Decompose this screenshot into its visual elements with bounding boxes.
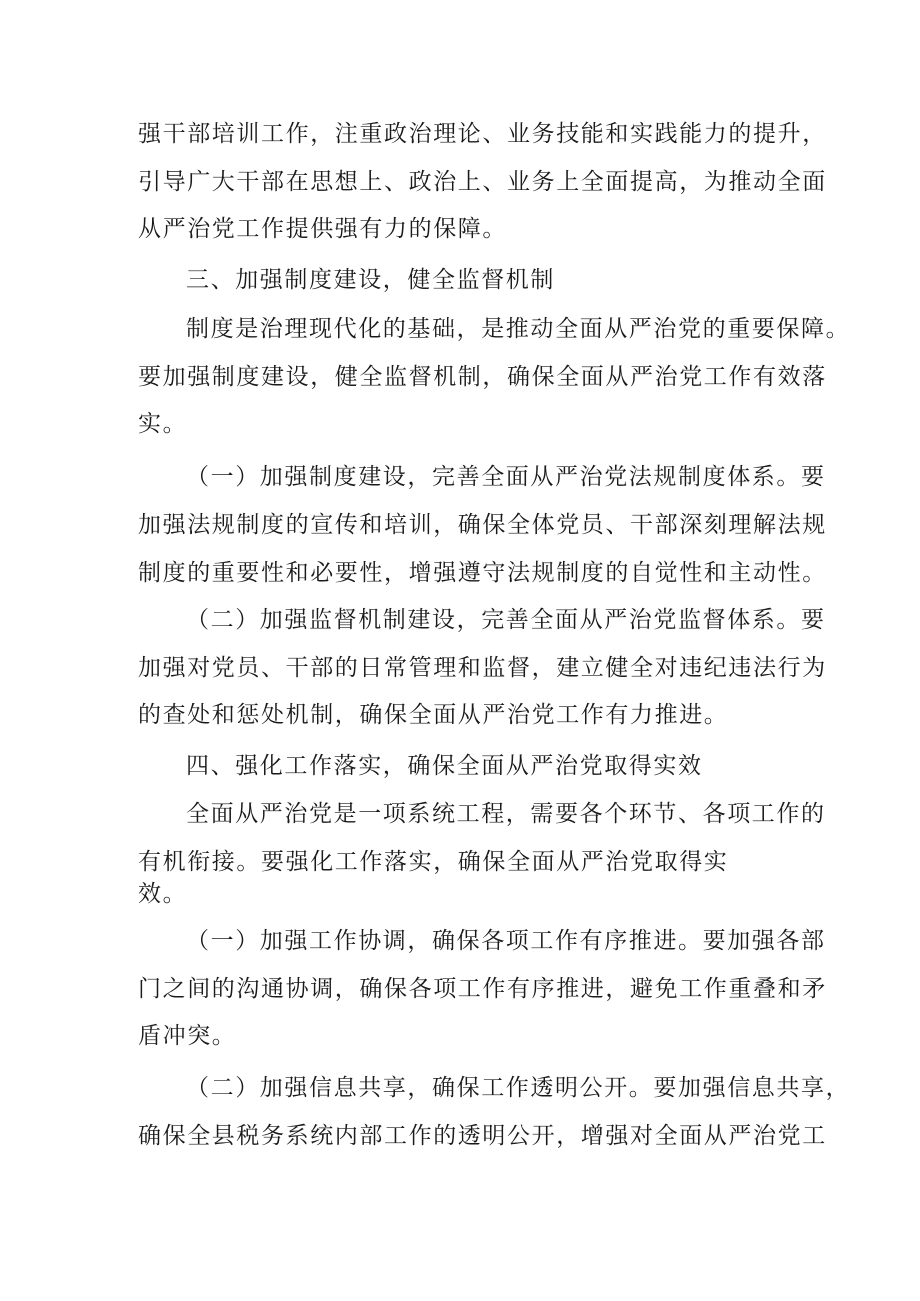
paragraph-line: 制度是治理现代化的基础，是推动全面从严治党的重要保障。 bbox=[186, 316, 851, 342]
paragraph-line: 要加强制度建设，健全监督机制，确保全面从严治党工作有效落 bbox=[138, 364, 827, 390]
section-heading-3: 三、加强制度建设，健全监督机制 bbox=[186, 267, 555, 293]
paragraph-line: 有机衔接。要强化工作落实，确保全面从严治党取得实 bbox=[138, 849, 729, 875]
paragraph-line: 实。 bbox=[138, 411, 188, 437]
paragraph-line: 从严治党工作提供强有力的保障。 bbox=[138, 216, 507, 242]
paragraph-line: 加强法规制度的宣传和培训，确保全体党员、干部深刻理解法规 bbox=[138, 512, 827, 538]
paragraph-line: 加强对党员、干部的日常管理和监督，建立健全对违纪违法行为 bbox=[138, 655, 827, 681]
section-heading-4: 四、强化工作落实，确保全面从严治党取得实效 bbox=[186, 753, 703, 779]
paragraph-line: 效。 bbox=[138, 881, 188, 907]
paragraph-line: 的查处和惩处机制，确保全面从严治党工作有力推进。 bbox=[138, 702, 729, 728]
subsection-line: （二）加强信息共享，确保工作透明公开。要加强信息共享， bbox=[186, 1075, 851, 1101]
paragraph-line: 强干部培训工作，注重政治理论、业务技能和实践能力的提升， bbox=[138, 121, 827, 147]
paragraph-line: 引导广大干部在思想上、政治上、业务上全面提高，为推动全面 bbox=[138, 169, 827, 195]
subsection-line: （一）加强工作协调，确保各项工作有序推进。要加强各部 bbox=[186, 928, 826, 954]
subsection-line: （一）加强制度建设，完善全面从严治党法规制度体系。要 bbox=[186, 464, 826, 490]
paragraph-line: 全面从严治党是一项系统工程，需要各个环节、各项工作的 bbox=[186, 801, 826, 827]
paragraph-line: 盾冲突。 bbox=[138, 1023, 237, 1049]
paragraph-line: 门之间的沟通协调，确保各项工作有序推进，避免工作重叠和矛 bbox=[138, 976, 827, 1002]
paragraph-line: 确保全县税务系统内部工作的透明公开，增强对全面从严治党工 bbox=[138, 1123, 827, 1149]
paragraph-line: 制度的重要性和必要性，增强遵守法规制度的自觉性和主动性。 bbox=[138, 560, 827, 586]
subsection-line: （二）加强监督机制建设，完善全面从严治党监督体系。要 bbox=[186, 607, 826, 633]
